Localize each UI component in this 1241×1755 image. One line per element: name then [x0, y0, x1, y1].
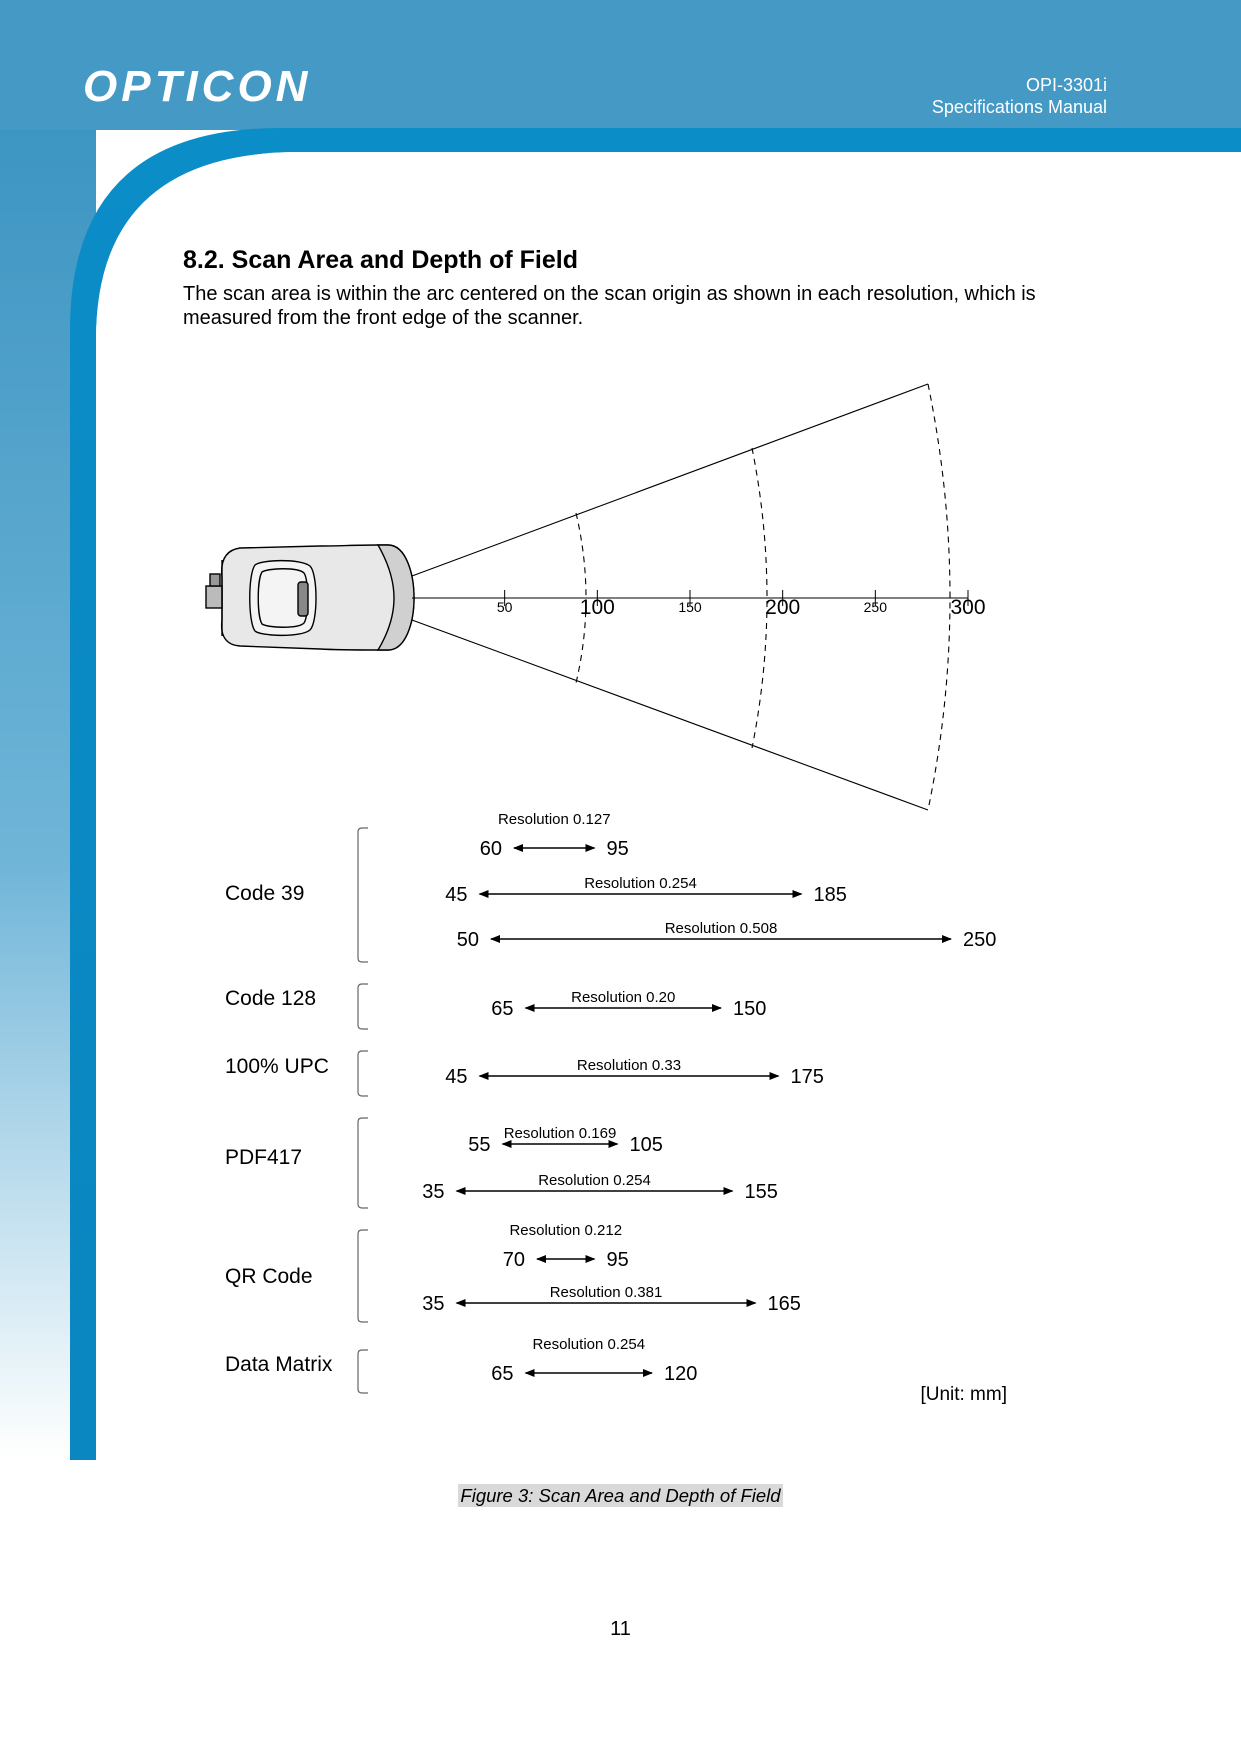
range-min-value: 35	[422, 1293, 445, 1315]
range-min-value: 50	[456, 929, 479, 951]
range-max-value: 175	[790, 1066, 824, 1088]
resolution-label: Resolution 0.254	[538, 1172, 651, 1189]
symbology-name: Code 128	[225, 987, 317, 1010]
resolution-label: Resolution 0.508	[664, 920, 778, 937]
resolution-label: Resolution 0.254	[532, 1336, 646, 1353]
range-min-value: 45	[445, 884, 468, 906]
range-max-value: 165	[767, 1293, 801, 1315]
symbology-group	[225, 984, 766, 1029]
resolution-label: Resolution 0.212	[509, 1222, 623, 1239]
range-min-value: 65	[491, 998, 514, 1020]
symbology-name: PDF417	[225, 1146, 303, 1169]
symbology-group	[225, 1118, 778, 1208]
scale-tick-label: 200	[765, 596, 801, 619]
resolution-label: Resolution 0.381	[549, 1284, 663, 1301]
symbology-bracket	[358, 1230, 368, 1322]
range-max-value: 120	[664, 1363, 698, 1385]
range-min-value: 45	[445, 1066, 468, 1088]
figure-caption	[0, 1485, 1241, 1507]
symbology-name: Data Matrix	[225, 1353, 333, 1376]
section-heading: 8.2. Scan Area and Depth of Field	[183, 246, 578, 274]
range-max-value: 150	[733, 998, 767, 1020]
opticon-logo: OPTICON	[83, 62, 312, 111]
resolution-label: Resolution 0.33	[576, 1057, 682, 1074]
symbology-bracket	[358, 1118, 368, 1208]
symbology-name: QR Code	[225, 1265, 313, 1288]
range-max-value: 250	[963, 929, 997, 951]
scale-tick-label: 150	[678, 599, 702, 615]
figure-caption-text: Figure 3: Scan Area and Depth of Field	[460, 1485, 781, 1506]
page-number: 11	[610, 1618, 631, 1640]
range-min-value: 35	[422, 1181, 445, 1203]
scanner-illustration	[206, 545, 414, 650]
symbology-bracket	[358, 828, 368, 962]
resolution-label: Resolution 0.254	[584, 875, 697, 892]
depth-of-field-table	[225, 811, 996, 1393]
range-arc-300	[928, 384, 950, 810]
range-min-value: 60	[479, 838, 502, 860]
range-max-value: 95	[606, 1249, 629, 1271]
range-max-value: 95	[606, 838, 629, 860]
symbology-name: 100% UPC	[225, 1055, 329, 1078]
range-max-value: 105	[629, 1134, 663, 1156]
symbology-name: Code 39	[225, 882, 305, 905]
intro-paragraph: The scan area is within the arc centered on the scan origin as shown in each resolution, which is measured from the front edge of the scanner.	[183, 283, 1036, 329]
symbology-group	[225, 1336, 697, 1393]
scale-tick-label: 100	[579, 596, 615, 619]
symbology-bracket	[358, 984, 368, 1029]
scan-cone-lower-edge	[412, 620, 928, 810]
resolution-label: Resolution 0.20	[571, 989, 676, 1006]
symbology-group	[225, 1051, 824, 1096]
document-type: Specifications Manual	[931, 97, 1107, 117]
document-model: OPI-3301i	[1025, 75, 1107, 95]
symbology-group	[225, 1222, 801, 1322]
range-max-value: 185	[813, 884, 847, 906]
range-min-value: 55	[468, 1134, 491, 1156]
resolution-label: Resolution 0.169	[503, 1125, 617, 1142]
resolution-label: Resolution 0.127	[497, 811, 611, 828]
scale-tick-label: 300	[950, 596, 986, 619]
range-max-value: 155	[744, 1181, 778, 1203]
scan-cone-upper-edge	[412, 384, 928, 576]
scale-tick-label: 250	[863, 599, 888, 615]
range-min-value: 65	[491, 1363, 514, 1385]
symbology-bracket	[358, 1350, 368, 1393]
scale-tick-label: 50	[496, 599, 513, 615]
unit-note: [Unit: mm]	[920, 1384, 1007, 1405]
symbology-group	[225, 811, 996, 962]
scale-ticks	[497, 590, 986, 619]
symbology-bracket	[358, 1051, 368, 1096]
range-min-value: 70	[502, 1249, 525, 1271]
